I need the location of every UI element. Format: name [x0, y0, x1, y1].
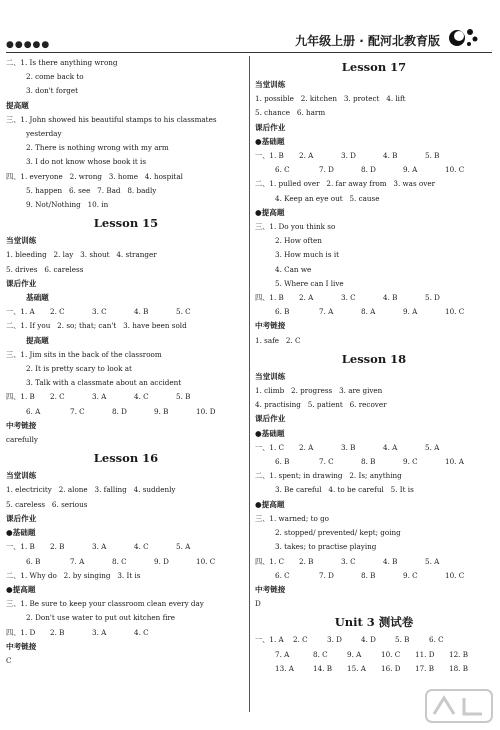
answer-cell: 5. B [425, 151, 440, 161]
answer-cell: 2. C [50, 392, 65, 402]
answer-cell: 四、1. B [255, 293, 284, 303]
answer-cell: 12. B [449, 649, 468, 659]
answer-line: 3. How much is it [275, 250, 340, 260]
answer-cell: 7. A [319, 307, 334, 317]
answer-cell: 3. D [327, 635, 342, 645]
answer-line: 三、1. Jim sits in the back of the classroom [6, 349, 162, 359]
answer-cell: 7. C [70, 406, 85, 416]
answer-row [255, 149, 493, 163]
answer-cell: 9. C [403, 570, 418, 580]
answer-row [6, 305, 246, 319]
section-heading: 当堂训练 [255, 371, 286, 381]
column-divider [249, 56, 250, 712]
section-heading: 中考链接 [255, 321, 286, 331]
section-heading: 提高题 [6, 100, 29, 110]
answer-line: carefully [6, 435, 38, 445]
answer-cell: 7. A [70, 556, 85, 566]
section-heading: ●基础题 [255, 428, 285, 438]
section-heading: 中考链接 [255, 584, 286, 594]
answer-cell: 8. D [112, 406, 127, 416]
header-divider [6, 52, 492, 53]
answer-row [6, 555, 246, 569]
answer-row [6, 540, 246, 554]
answer-cell: 6. C [275, 165, 290, 175]
answer-line: 4. Keep an eye out 5. cause [275, 193, 380, 203]
answer-line: 1. electricity 2. alone 3. falling 4. suddenly [6, 485, 176, 495]
lesson-title: Lesson 16 [93, 451, 159, 466]
answer-line: 三、1. Be sure to keep your classroom clean every day [6, 599, 204, 609]
answer-cell: 4. C [134, 392, 149, 402]
section-heading: ●基础题 [6, 528, 36, 538]
answer-line: 二、1. pulled over 2. far away from 3. was over [255, 179, 436, 189]
answer-cell: 8. A [361, 307, 376, 317]
answer-cell: 8. C [112, 556, 127, 566]
answer-line: 9. Not/Nothing 10. in [26, 200, 109, 210]
answer-cell: 10. C [445, 570, 465, 580]
answer-cell: 8. B [361, 457, 376, 467]
answer-cell: 2. A [299, 151, 314, 161]
answer-line: 5. chance 6. harm [255, 108, 326, 118]
answer-line: 2. Don't use water to put out kitchen fire [26, 613, 176, 623]
section-heading: ●提高题 [6, 584, 36, 594]
answer-cell: 4. B [383, 556, 398, 566]
answer-row [255, 555, 493, 569]
answer-cell: 10. C [445, 165, 465, 175]
answer-cell: 2. A [299, 442, 314, 452]
answer-row [255, 648, 493, 662]
section-heading: 中考链接 [6, 641, 37, 651]
answer-cell: 5. A [176, 542, 191, 552]
publisher-logo-icon [448, 26, 480, 50]
answer-cell: 4. B [134, 307, 149, 317]
answer-cell: 2. B [299, 556, 314, 566]
answer-row [255, 569, 493, 583]
answer-cell: 11. D [415, 649, 435, 659]
answer-cell: 3. C [341, 556, 356, 566]
answer-row [255, 662, 493, 676]
answer-cell: 18. B [449, 663, 468, 673]
answer-cell: 13. A [275, 663, 294, 673]
answer-cell: 6. C [275, 570, 290, 580]
answer-cell: 四、1. C [255, 556, 285, 566]
page-header [0, 0, 500, 52]
section-heading: 课后作业 [6, 278, 37, 288]
answer-cell: 5. A [425, 442, 440, 452]
answer-line: 2. stopped/ prevented/ kept; going [275, 528, 401, 538]
answer-cell: 9. B [154, 406, 169, 416]
answer-cell: 2. C [50, 307, 65, 317]
answer-cell: 8. C [313, 649, 328, 659]
answer-cell: 6. B [26, 556, 41, 566]
answer-line: 3. takes; to practise playing [275, 542, 377, 552]
left-column [6, 56, 246, 668]
answer-row [255, 305, 493, 319]
answer-line: 5. drives 6. careless [6, 264, 84, 274]
answer-cell: 2. B [50, 542, 65, 552]
answer-cell: 7. D [319, 570, 334, 580]
answer-line: 5. careless 6. serious [6, 499, 88, 509]
answer-cell: 5. B [395, 635, 410, 645]
answer-line: 2. How often [275, 236, 322, 246]
answer-line: 1. bleeding 2. lay 3. shout 4. stranger [6, 250, 157, 260]
answer-cell: 9. C [403, 457, 418, 467]
lesson-title: Lesson 17 [341, 60, 407, 74]
answer-cell: 7. D [319, 165, 334, 175]
section-heading: 当堂训练 [6, 471, 37, 481]
answer-cell: 10. D [196, 406, 216, 416]
answer-cell: 2. B [50, 627, 65, 637]
answer-cell: 一、1. C [255, 442, 285, 452]
answer-cell: 9. A [347, 649, 362, 659]
answer-cell: 2. C [293, 635, 308, 645]
answer-cell: 10. C [381, 649, 401, 659]
answer-cell: 一、1. A [255, 635, 284, 645]
answer-line: 5. Where can I live [275, 278, 344, 288]
answer-row [255, 163, 493, 177]
answer-cell: 一、1. B [255, 151, 284, 161]
answer-cell: 3. A [92, 627, 107, 637]
section-heading: ●提高题 [255, 499, 285, 509]
answer-line: 3. I do not know whose book it is [26, 157, 147, 167]
answer-cell: 3. C [341, 293, 356, 303]
answer-line: 1. safe 2. C [255, 335, 301, 345]
answer-line: 三、1. warned; to go [255, 513, 330, 523]
header-dots: ●●●●● [6, 40, 51, 50]
answer-cell: 6. A [26, 406, 41, 416]
book-title: 九年级上册 · 配河北教育版 [295, 34, 440, 48]
answer-line: 二、1. Is there anything wrong [6, 58, 118, 67]
answer-cell: 4. C [134, 542, 149, 552]
answer-line: 2. It is pretty scary to look at [26, 364, 132, 374]
answer-cell: 3. D [341, 151, 356, 161]
answer-cell: 5. D [425, 293, 440, 303]
answer-cell: 3. C [92, 307, 107, 317]
answer-cell: 4. A [383, 442, 398, 452]
answer-cell: 6. C [429, 635, 444, 645]
answer-row [6, 626, 246, 640]
answer-row [255, 291, 493, 305]
answer-line: 1. climb 2. progress 3. are given [255, 386, 383, 396]
answer-cell: 3. A [92, 392, 107, 402]
answer-row [6, 405, 246, 419]
answer-cell: 7. C [319, 457, 334, 467]
answer-cell: 4. B [383, 293, 398, 303]
answer-cell: 5. A [425, 556, 440, 566]
answer-cell: 4. C [134, 627, 149, 637]
answer-cell: 2. A [299, 293, 314, 303]
section-heading: ●提高题 [255, 207, 285, 217]
answer-cell: 8. D [361, 165, 376, 175]
answer-cell: 5. C [176, 307, 191, 317]
answer-line: C [6, 655, 12, 665]
lesson-title: Lesson 15 [93, 216, 159, 231]
answer-line: 1. possible 2. kitchen 3. protect 4. lift [255, 94, 406, 104]
answer-cell: 9. A [403, 307, 418, 317]
answer-cell: 四、1. D [6, 627, 36, 637]
right-column [255, 56, 493, 676]
answer-row [255, 441, 493, 455]
lesson-title: Unit 3 测试卷 [334, 615, 414, 630]
answer-cell: 一、1. B [6, 542, 35, 552]
section-heading: 课后作业 [255, 414, 286, 424]
answer-row [6, 390, 246, 404]
answer-line: D [255, 599, 261, 609]
answer-cell: 9. A [403, 165, 418, 175]
answer-cell: 7. A [275, 649, 290, 659]
lesson-title: Lesson 18 [341, 351, 407, 366]
answer-line: 四、1. everyone 2. wrong 3. home 4. hospital [6, 171, 183, 181]
section-heading: 基础题 [26, 293, 49, 303]
answer-cell: 14. B [313, 663, 332, 673]
answer-cell: 一、1. A [6, 307, 35, 317]
answer-cell: 8. B [361, 570, 376, 580]
answer-cell: 9. D [154, 556, 169, 566]
answer-line: yesterday [26, 129, 62, 139]
section-heading: ●基础题 [255, 136, 285, 146]
answer-cell: 3. B [341, 442, 356, 452]
answer-cell: 3. A [92, 542, 107, 552]
section-heading: 提高题 [26, 335, 49, 345]
section-heading: 中考链接 [6, 420, 37, 430]
answer-cell: 6. B [275, 307, 290, 317]
answer-line: 2. come back to [26, 72, 84, 82]
answer-row [255, 633, 493, 647]
section-heading: 当堂训练 [255, 80, 286, 89]
section-heading: 课后作业 [6, 513, 37, 523]
answer-cell: 6. B [275, 457, 290, 467]
answer-line: 三、1. John showed his beautiful stamps to his classmates [6, 114, 217, 124]
answer-line: 5. happen 6. see 7. Bad 8. badly [26, 185, 157, 195]
answer-cell: 4. D [361, 635, 376, 645]
section-heading: 当堂训练 [6, 236, 37, 246]
answer-line: 3. Be careful 4. to be careful 5. It is [275, 485, 414, 495]
answer-cell: 17. B [415, 663, 434, 673]
answer-cell: 16. D [381, 663, 401, 673]
answer-line: 二、1. If you 2. so; that; can't 3. have been sold [6, 321, 187, 331]
answer-line: 4. Can we [275, 264, 312, 274]
answer-cell: 15. A [347, 663, 366, 673]
answer-line: 三、1. Do you think so [255, 222, 336, 232]
section-heading: 课后作业 [255, 122, 286, 132]
answer-line: 二、1. spent; in drawing 2. Is; anything [255, 471, 402, 481]
answer-cell: 5. B [176, 392, 191, 402]
answer-line: 3. don't forget [26, 86, 79, 96]
answer-line: 3. Talk with a classmate about an accident [26, 378, 182, 388]
answer-row [255, 455, 493, 469]
answer-cell: 10. C [445, 307, 465, 317]
answer-cell: 10. A [445, 457, 464, 467]
answer-line: 2. There is nothing wrong with my arm [26, 143, 169, 153]
watermark-logo [424, 686, 494, 726]
answer-cell: 4. B [383, 151, 398, 161]
answer-line: 4. practising 5. patient 6. recover [255, 400, 387, 410]
answer-line: 二、1. Why do 2. by singing 3. It is [6, 570, 141, 580]
answer-cell: 四、1. B [6, 392, 35, 402]
answer-cell: 10. C [196, 556, 216, 566]
